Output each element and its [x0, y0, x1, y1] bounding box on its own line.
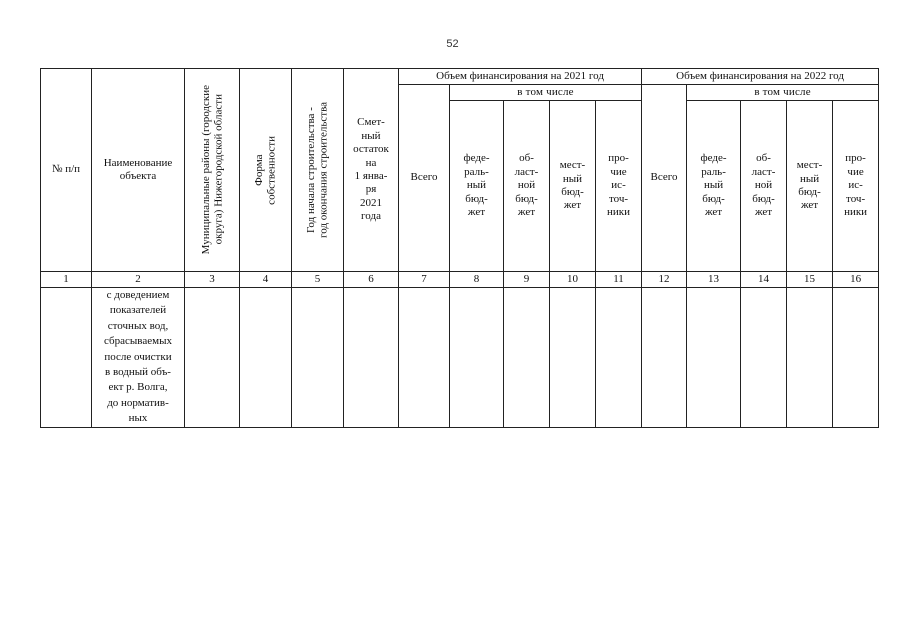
cell-construction-years: [292, 288, 344, 428]
header-ownership-form-text: [253, 136, 278, 205]
column-number-row: [41, 272, 879, 288]
header-local-2022-text: [787, 159, 832, 213]
header-financing-2022: Объем финансирования на 2022 год: [642, 69, 879, 85]
text-line: с доведением: [106, 289, 170, 301]
text-line: ный: [361, 129, 381, 142]
text-line: Муниципальные районы (городские: [199, 85, 212, 255]
text-line: остаток: [353, 143, 389, 156]
text-line: сточных вод,: [107, 319, 169, 332]
text-line: бюд-: [515, 192, 538, 205]
text-line: 1 янва-: [354, 170, 388, 182]
text-line: года: [361, 210, 381, 223]
page-number: 52: [446, 38, 459, 50]
header-construction-years: [292, 69, 344, 272]
cell-regional-2021: [504, 288, 550, 428]
text-line: год окончания строительства: [317, 102, 330, 238]
header-local-2022: [787, 101, 833, 272]
header-federal-2022-text: [687, 152, 740, 219]
column-number: 15: [787, 272, 833, 288]
header-total-2021: Всего: [399, 85, 450, 272]
text-line: сбрасываемых: [104, 335, 172, 348]
text-line: Смет-: [357, 116, 385, 129]
cell-federal-2022: [687, 288, 741, 428]
text-line: Год начала строительства -: [305, 107, 318, 233]
text-line: ники: [844, 206, 868, 219]
text-line: ис-: [611, 179, 626, 192]
column-number: 5: [292, 272, 344, 288]
text-line: Форма: [253, 154, 266, 186]
table-row: [41, 288, 879, 428]
header-including-2022: в том числе: [687, 85, 879, 101]
text-line: про-: [608, 152, 629, 165]
header-object-name-text: [92, 157, 184, 184]
column-number: 12: [642, 272, 687, 288]
cell-federal-2021: [450, 288, 504, 428]
text-line: 2021: [360, 196, 382, 209]
text-line: про-: [845, 152, 866, 165]
text-line: раль-: [701, 165, 726, 178]
header-federal-2022: [687, 101, 741, 272]
cell-object-name: [92, 288, 185, 428]
text-line: чие: [847, 165, 864, 178]
text-line: ники: [607, 206, 631, 219]
text-line: после очистки: [104, 350, 172, 363]
cell-local-2021: [550, 288, 596, 428]
header-regional-2022-text: [741, 152, 786, 219]
text-line: феде-: [700, 152, 727, 165]
text-line: ной: [517, 179, 536, 192]
header-ownership-form: [240, 69, 292, 272]
header-total-2022: Всего: [642, 85, 687, 272]
column-number: 13: [687, 272, 741, 288]
column-number: 11: [596, 272, 642, 288]
header-other-2022-text: [833, 152, 878, 219]
text-line: показателей: [109, 304, 167, 317]
header-local-2021-text: [550, 159, 595, 213]
header-num: № п/п: [41, 69, 92, 272]
text-line: жет: [800, 199, 819, 212]
header-federal-2021: [450, 101, 504, 272]
text-line: об-: [519, 152, 534, 165]
header-municipal-districts-text: [200, 85, 225, 254]
text-line: мест-: [796, 159, 823, 172]
text-line: ря: [365, 183, 377, 196]
text-line: ласт-: [751, 165, 776, 178]
header-federal-2021-text: [450, 152, 503, 219]
text-line: ных: [128, 412, 148, 425]
column-number: 3: [185, 272, 240, 288]
text-line: мест-: [559, 159, 586, 172]
cell-other-2021: [596, 288, 642, 428]
text-line: чие: [610, 165, 627, 178]
object-name-text: [92, 288, 184, 427]
text-line: ис-: [848, 179, 863, 192]
cell-local-2022: [787, 288, 833, 428]
text-line: бюд-: [561, 186, 584, 198]
header-regional-2021-text: [504, 152, 549, 219]
text-line: округа) Нижегородской области: [212, 94, 224, 246]
text-line: жет: [467, 206, 486, 219]
header-other-2021: [596, 101, 642, 272]
column-number: 7: [399, 272, 450, 288]
text-line: ный: [562, 172, 583, 185]
header-estimate-balance-text: [344, 116, 398, 223]
column-number: 6: [344, 272, 399, 288]
cell-estimate-balance: [344, 288, 399, 428]
header-including-2021: в том числе: [450, 85, 642, 101]
text-line: бюд-: [465, 192, 488, 205]
header-regional-2021: [504, 101, 550, 272]
text-line: ласт-: [514, 165, 539, 178]
column-number: 16: [833, 272, 879, 288]
column-number: 4: [240, 272, 292, 288]
text-line: бюд-: [752, 192, 775, 205]
text-line: ной: [754, 179, 773, 192]
text-line: раль-: [464, 165, 489, 178]
text-line: в водный объ-: [105, 366, 171, 379]
cell-ownership-form: [240, 288, 292, 428]
header-regional-2022: [741, 101, 787, 272]
text-line: ный: [799, 172, 820, 185]
cell-regional-2022: [741, 288, 787, 428]
text-line: собственности: [265, 135, 278, 205]
text-line: бюд-: [702, 192, 725, 205]
header-financing-2021: Объем финансирования на 2021 год: [399, 69, 642, 85]
text-line: Наименование: [103, 156, 173, 169]
text-line: объекта: [119, 170, 157, 182]
text-line: ект р. Волга,: [108, 381, 168, 394]
column-number: 14: [741, 272, 787, 288]
header-construction-years-text: [305, 102, 330, 238]
financing-table: [40, 68, 879, 428]
column-number: 10: [550, 272, 596, 288]
header-other-2022: [833, 101, 879, 272]
cell-municipal-district: [185, 288, 240, 428]
header-object-name: [92, 69, 185, 272]
cell-total-2022: [642, 288, 687, 428]
column-number: 8: [450, 272, 504, 288]
text-line: ный: [466, 179, 487, 192]
text-line: точ-: [846, 192, 866, 205]
text-line: жет: [704, 206, 723, 219]
column-number: 2: [92, 272, 185, 288]
text-line: точ-: [608, 192, 629, 205]
text-line: бюд-: [798, 186, 821, 198]
header-estimate-balance: [344, 69, 399, 272]
header-municipal-districts: [185, 69, 240, 272]
text-line: феде-: [463, 152, 490, 165]
header-local-2021: [550, 101, 596, 272]
text-line: жет: [517, 206, 536, 219]
text-line: об-: [756, 152, 771, 165]
text-line: до норматив-: [107, 396, 169, 409]
text-line: жет: [754, 206, 773, 219]
cell-num: [41, 288, 92, 428]
column-number: 9: [504, 272, 550, 288]
column-number: 1: [41, 272, 92, 288]
text-line: на: [365, 156, 377, 169]
cell-other-2022: [833, 288, 879, 428]
text-line: жет: [563, 199, 582, 212]
text-line: ный: [703, 179, 724, 192]
header-other-2021-text: [596, 152, 641, 219]
cell-total-2021: [399, 288, 450, 428]
